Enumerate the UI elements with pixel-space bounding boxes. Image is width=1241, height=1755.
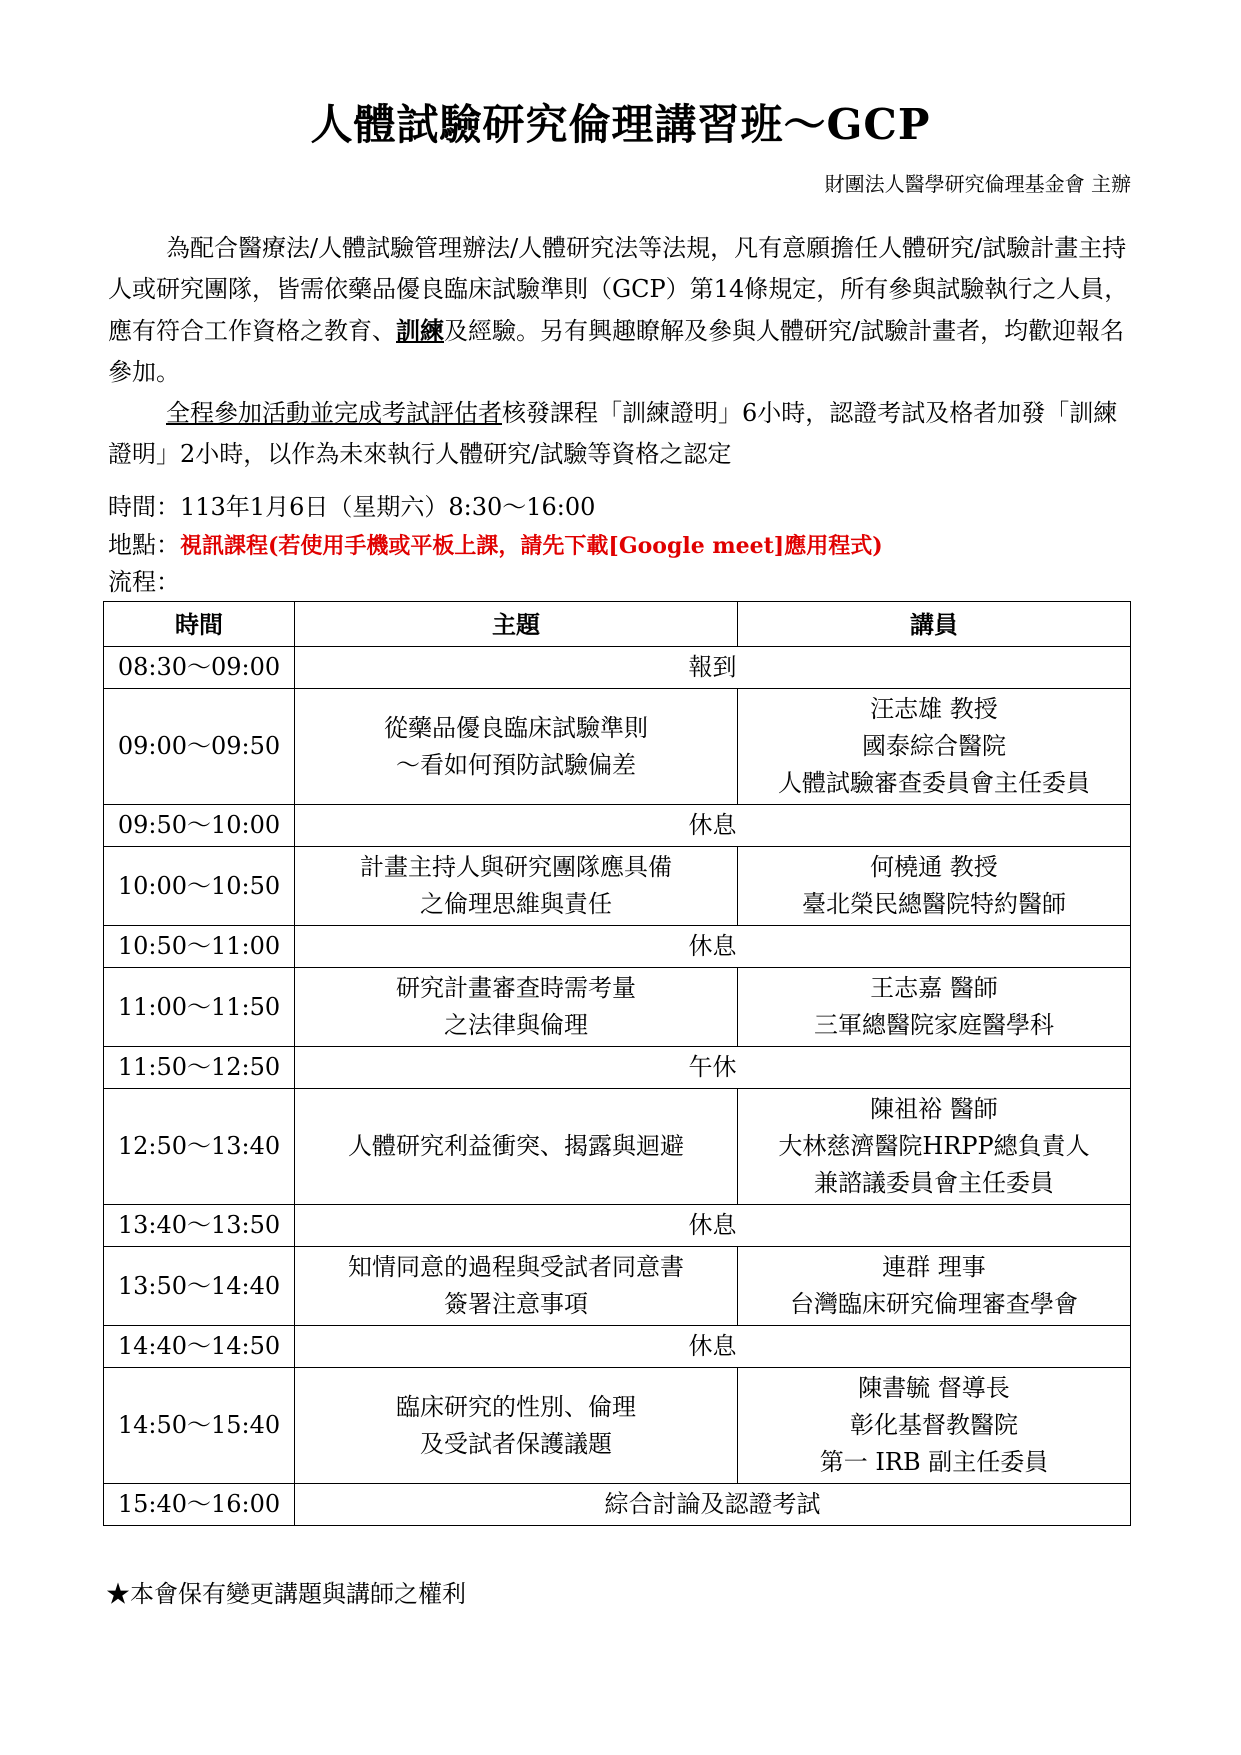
speaker-line: 彰化基督教醫院: [850, 1411, 1018, 1439]
topic-cell: [295, 1247, 738, 1326]
time-cell: 12:50～13:40: [104, 1089, 295, 1205]
speaker-line: 台灣臨床研究倫理審查學會: [790, 1290, 1078, 1318]
speaker-cell: [738, 1368, 1131, 1484]
schedule-table: [103, 601, 1131, 1526]
schedule-break-row: [104, 1484, 1131, 1526]
place-label: 地點：: [108, 531, 180, 559]
speaker-line: 第一 IRB 副主任委員: [819, 1448, 1049, 1476]
time-cell: 10:50～11:00: [104, 926, 295, 968]
activity-cell: 休息: [295, 926, 1131, 968]
topic-line: ～看如何預防試驗偏差: [396, 750, 636, 779]
time-cell: 11:50～12:50: [104, 1047, 295, 1089]
time-cell: 14:50～15:40: [104, 1368, 295, 1484]
topic-line: 研究計畫審查時需考量: [396, 974, 636, 1002]
intro-text-b: 及經驗。另有興趣瞭解及參與人體研究/試驗計畫者，均歡迎報名參加。: [108, 317, 1125, 386]
time-cell: 13:50～14:40: [104, 1247, 295, 1326]
time-cell: 09:50～10:00: [104, 805, 295, 847]
intro-text-a: 為配合醫療法/人體試驗管理辦法/人體研究法等法規，凡有意願擔任人體研究/試驗計畫主持人或研究團隊，皆需依藥品優良臨床試驗準則（GCP）第14條規定，所有參與試驗執行之人員，應有符合工作資格之教育、: [108, 234, 1129, 345]
time-cell: 08:30～09:00: [104, 647, 295, 689]
topic-cell: [295, 689, 738, 805]
topic-line: 人體研究利益衝突、揭露與迴避: [348, 1132, 684, 1160]
schedule-row: [104, 1089, 1131, 1205]
speaker-cell: [738, 1247, 1131, 1326]
time-cell: 10:00～10:50: [104, 847, 295, 926]
schedule-break-row: [104, 1047, 1131, 1089]
topic-line: 從藥品優良臨床試驗準則: [384, 713, 648, 742]
speaker-cell: [738, 968, 1131, 1047]
speaker-line: 人體試驗審查委員會主任委員: [778, 769, 1090, 797]
topic-line: 之法律與倫理: [444, 1011, 588, 1039]
topic-line: 之倫理思維與責任: [420, 890, 612, 918]
activity-cell: 午休: [295, 1047, 1131, 1089]
place-value: 視訊課程(若使用手機或平板上課，請先下載[Google meet]應用程式): [180, 533, 883, 559]
certificate-text: 核發課程「訓練證明」6小時，認證考試及格者加發「訓練證明」2小時，以作為未來執行人體研究/試驗等資格之認定: [108, 399, 1118, 468]
speaker-line: 何橈通 教授: [870, 853, 998, 881]
topic-line: 知情同意的過程與受試者同意書: [348, 1253, 684, 1281]
schedule-header-row: [104, 602, 1131, 647]
time-line: [108, 487, 595, 522]
speaker-line: 王志嘉 醫師: [870, 974, 998, 1002]
speaker-line: 連群 理事: [882, 1253, 986, 1281]
place-line: [108, 525, 883, 560]
topic-cell: [295, 1089, 738, 1205]
speaker-line: 國泰綜合醫院: [862, 732, 1006, 760]
time-cell: 09:00～09:50: [104, 689, 295, 805]
schedule-row: [104, 968, 1131, 1047]
topic-line: 及受試者保護議題: [420, 1429, 612, 1458]
schedule-break-row: [104, 1326, 1131, 1368]
schedule-row: [104, 1247, 1131, 1326]
intro-paragraph: [108, 228, 1138, 475]
schedule-row: [104, 689, 1131, 805]
organizer-line: 財團法人醫學研究倫理基金會 主辦: [824, 172, 1131, 196]
topic-line: 臨床研究的性別、倫理: [396, 1392, 636, 1421]
schedule-break-row: [104, 926, 1131, 968]
speaker-cell: [738, 689, 1131, 805]
certificate-condition: 全程參加活動並完成考試評估者: [166, 399, 502, 427]
schedule-row: [104, 1368, 1131, 1484]
speaker-line: 汪志雄 教授: [870, 695, 998, 723]
topic-line: 簽署注意事項: [444, 1290, 588, 1318]
header-speaker: 講員: [738, 602, 1131, 647]
time-cell: 13:40～13:50: [104, 1205, 295, 1247]
speaker-line: 陳書毓 督導長: [858, 1374, 1010, 1402]
time-value: 113年1月6日（星期六）8:30～16:00: [180, 493, 596, 521]
speaker-line: 大林慈濟醫院HRPP總負責人: [778, 1132, 1090, 1160]
speaker-cell: [738, 847, 1131, 926]
speaker-line: 臺北榮民總醫院特約醫師: [802, 890, 1066, 918]
time-cell: 14:40～14:50: [104, 1326, 295, 1368]
flow-label: 流程：: [108, 568, 180, 596]
schedule-break-row: [104, 1205, 1131, 1247]
topic-cell: [295, 1368, 738, 1484]
time-cell: 15:40～16:00: [104, 1484, 295, 1526]
speaker-cell: [738, 1089, 1131, 1205]
activity-cell: 綜合討論及認證考試: [295, 1484, 1131, 1526]
intro-bold-word: 訓練: [396, 316, 444, 345]
speaker-line: 陳祖裕 醫師: [870, 1095, 998, 1123]
speaker-line: 三軍總醫院家庭醫學科: [814, 1011, 1054, 1039]
topic-cell: [295, 968, 738, 1047]
topic-line: 計畫主持人與研究團隊應具備: [360, 853, 672, 881]
time-label: 時間：: [108, 493, 180, 521]
speaker-line: 兼諮議委員會主任委員: [814, 1169, 1054, 1197]
header-time: 時間: [104, 602, 295, 647]
header-topic: 主題: [295, 602, 738, 647]
page-title: 人體試驗研究倫理講習班～GCP: [310, 100, 931, 149]
footnote: ★本會保有變更講題與講師之權利: [106, 1580, 466, 1608]
schedule-break-row: [104, 805, 1131, 847]
activity-cell: 報到: [295, 647, 1131, 689]
schedule-row: [104, 847, 1131, 926]
activity-cell: 休息: [295, 805, 1131, 847]
schedule-break-row: [104, 647, 1131, 689]
topic-cell: [295, 847, 738, 926]
activity-cell: 休息: [295, 1205, 1131, 1247]
time-cell: 11:00～11:50: [104, 968, 295, 1047]
activity-cell: 休息: [295, 1326, 1131, 1368]
